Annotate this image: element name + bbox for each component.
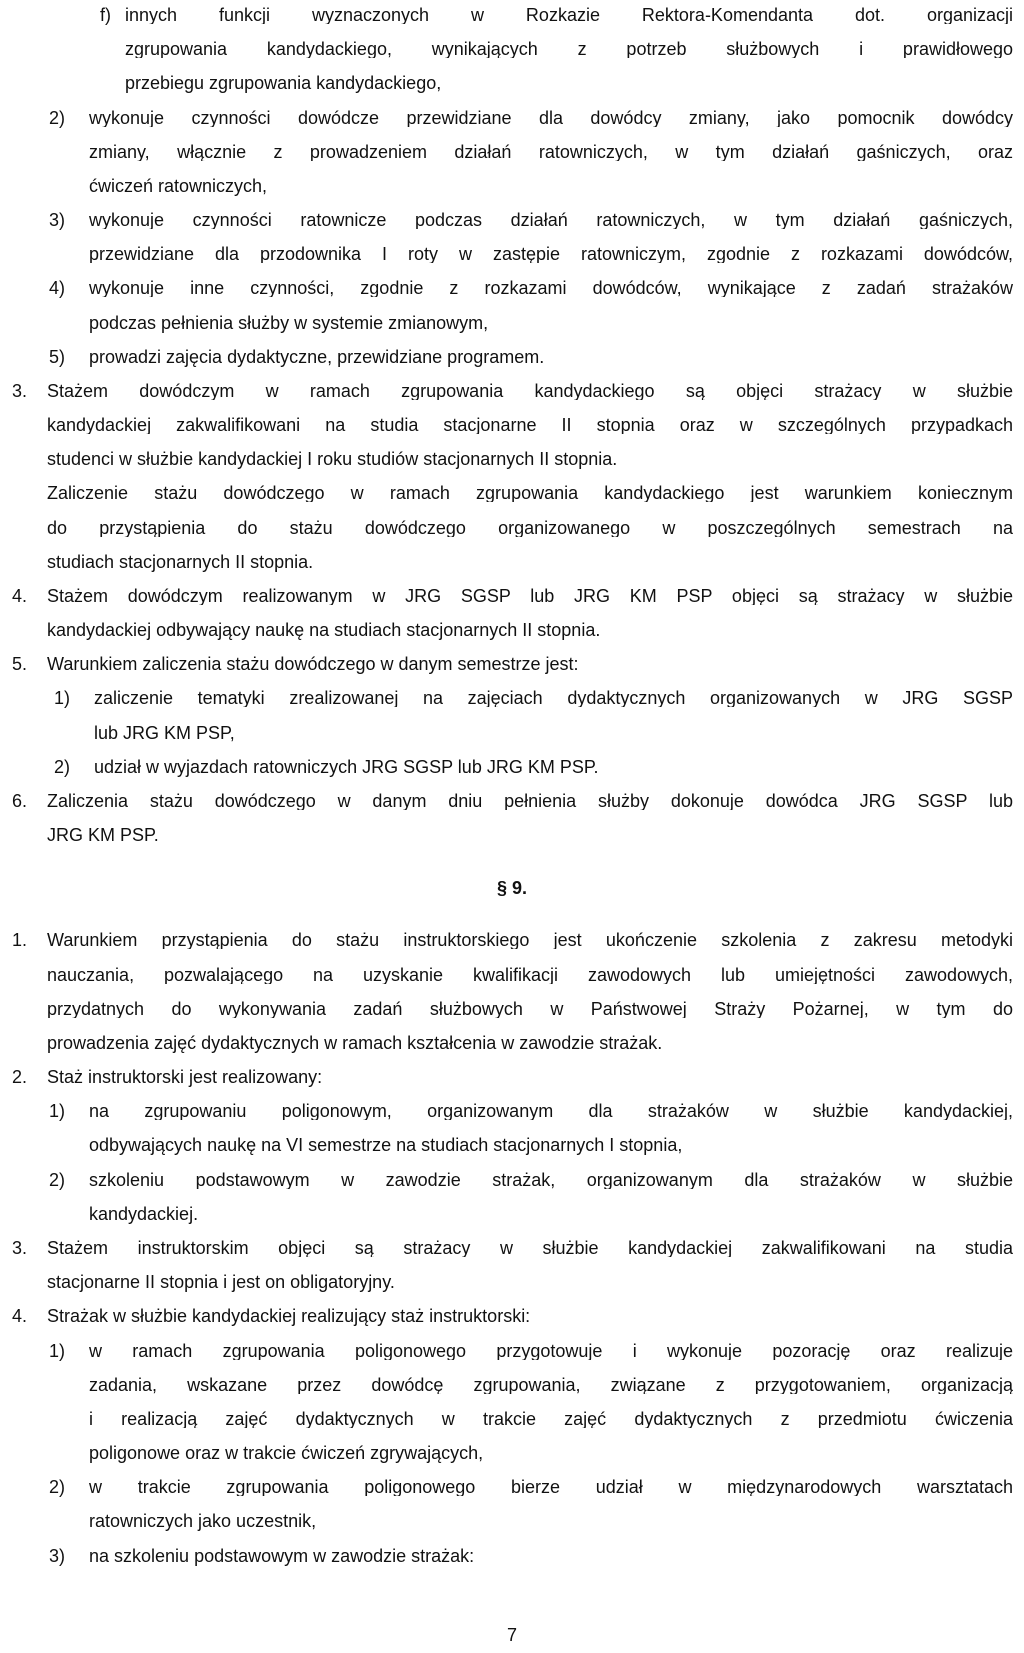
item-marker: 3. bbox=[12, 381, 28, 401]
text-line: Warunkiem zaliczenia stażu dowódczego w danym semestrze jest: bbox=[47, 654, 579, 674]
item-marker: 4. bbox=[12, 586, 28, 606]
text-line: wykonuje czynności dowódcze przewidziane dla dowódcy zmiany, jako pomocnik dowódcy bbox=[89, 109, 1013, 127]
text-line: szkoleniu podstawowym w zawodzie strażak, organizowanym dla strażaków w służbie bbox=[89, 1171, 1013, 1189]
item-marker: 2) bbox=[49, 108, 66, 128]
item-marker: 2) bbox=[49, 1170, 66, 1190]
text-line: w trakcie zgrupowania poligonowego bierze udział w międzynarodowych warsztatach bbox=[89, 1478, 1013, 1496]
item-marker: 5) bbox=[49, 347, 66, 367]
text-line: przewidziane dla przodownika I roty w zastępie ratowniczym, zgodnie z rozkazami dowódców, bbox=[89, 245, 1013, 263]
text-line: lub JRG KM PSP, bbox=[94, 723, 235, 743]
page-number: 7 bbox=[506, 1625, 517, 1645]
text-line: JRG KM PSP. bbox=[47, 825, 159, 845]
item-marker: 4. bbox=[12, 1306, 28, 1326]
item-marker: f) bbox=[100, 5, 111, 25]
text-line: podczas pełnienia służby w systemie zmianowym, bbox=[89, 313, 489, 333]
text-line: Strażak w służbie kandydackiej realizujący staż instruktorski: bbox=[47, 1306, 531, 1326]
text-line: Warunkiem przystąpienia do stażu instruktorskiego jest ukończenie szkolenia z zakresu metodyki bbox=[47, 931, 1013, 949]
text-line: kandydackiej zakwalifikowani na studia stacjonarne II stopnia oraz w szczególnych przypadkach bbox=[47, 416, 1013, 434]
text-line: zadania, wskazane przez dowódcę zgrupowania, związane z przygotowaniem, organizacją bbox=[89, 1376, 1013, 1394]
text-line: Stażem instruktorskim objęci są strażacy w służbie kandydackiej zakwalifikowani na studia bbox=[47, 1239, 1013, 1257]
text-line: prowadzenia zajęć dydaktycznych w ramach kształcenia w zawodzie strażak. bbox=[47, 1033, 663, 1053]
text-line: i realizacją zajęć dydaktycznych w trakcie zajęć dydaktycznych z przedmiotu ćwiczenia bbox=[89, 1410, 1013, 1428]
item-marker: 5. bbox=[12, 654, 28, 674]
item-marker: 1) bbox=[49, 1341, 66, 1361]
text-line: na szkoleniu podstawowym w zawodzie strażak: bbox=[89, 1546, 475, 1566]
text-line: kandydackiej. bbox=[89, 1204, 199, 1224]
text-line: odbywających naukę na VI semestrze na studiach stacjonarnych I stopnia, bbox=[89, 1135, 683, 1155]
text-line: poligonowe oraz w trakcie ćwiczeń zgrywających, bbox=[89, 1443, 484, 1463]
text-line: Stażem dowódczym w ramach zgrupowania kandydackiego są objęci strażacy w służbie bbox=[47, 382, 1013, 400]
text-line: w ramach zgrupowania poligonowego przygotowuje i wykonuje pozorację oraz realizuje bbox=[89, 1342, 1013, 1360]
text-line: Zaliczenia stażu dowódczego w danym dniu pełnienia służby dokonuje dowódca JRG SGSP lub bbox=[47, 792, 1013, 810]
item-marker: 1) bbox=[54, 688, 71, 708]
text-line: ćwiczeń ratowniczych, bbox=[89, 176, 268, 196]
text-line: zmiany, włącznie z prowadzeniem działań ratowniczych, w tym działań gaśniczych, oraz bbox=[89, 143, 1013, 161]
item-marker: 3. bbox=[12, 1238, 28, 1258]
item-marker: 2. bbox=[12, 1067, 28, 1087]
text-line: Staż instruktorski jest realizowany: bbox=[47, 1067, 323, 1087]
item-marker: 2) bbox=[49, 1477, 66, 1497]
text-line: do przystąpienia do stażu dowódczego organizowanego w poszczególnych semestrach na bbox=[47, 519, 1013, 537]
text-line: przebiegu zgrupowania kandydackiego, bbox=[125, 73, 442, 93]
item-marker: 4) bbox=[49, 278, 66, 298]
text-line: Stażem dowódczym realizowanym w JRG SGSP lub JRG KM PSP objęci są strażacy w służbie bbox=[47, 587, 1013, 605]
item-marker: 3) bbox=[49, 210, 66, 230]
text-line: zgrupowania kandydackiego, wynikających z potrzeb służbowych i prawidłowego bbox=[125, 40, 1013, 58]
section-heading: § 9. bbox=[496, 878, 528, 898]
text-line: wykonuje inne czynności, zgodnie z rozkazami dowódców, wynikające z zadań strażaków bbox=[89, 279, 1013, 297]
text-line: innych funkcji wyznaczonych w Rozkazie Rektora-Komendanta dot. organizacji bbox=[125, 6, 1013, 24]
text-line: kandydackiej odbywający naukę na studiach stacjonarnych II stopnia. bbox=[47, 620, 601, 640]
text-line: ratowniczych jako uczestnik, bbox=[89, 1511, 317, 1531]
text-line: studiach stacjonarnych II stopnia. bbox=[47, 552, 314, 572]
text-line: udział w wyjazdach ratowniczych JRG SGSP lub JRG KM PSP. bbox=[94, 757, 599, 777]
item-marker: 1) bbox=[49, 1101, 66, 1121]
item-marker: 2) bbox=[54, 757, 71, 777]
text-line: Zaliczenie stażu dowódczego w ramach zgrupowania kandydackiego jest warunkiem koniecznym bbox=[47, 484, 1013, 502]
text-line: prowadzi zajęcia dydaktyczne, przewidziane programem. bbox=[89, 347, 545, 367]
text-line: studenci w służbie kandydackiej I roku studiów stacjonarnych II stopnia. bbox=[47, 449, 618, 469]
text-line: nauczania, pozwalającego na uzyskanie kwalifikacji zawodowych lub umiejętności zawodowych, bbox=[47, 966, 1013, 984]
text-line: wykonuje czynności ratownicze podczas działań ratowniczych, w tym działań gaśniczych, bbox=[89, 211, 1013, 229]
text-line: zaliczenie tematyki zrealizowanej na zajęciach dydaktycznych organizowanych w JRG SGSP bbox=[94, 689, 1013, 707]
text-line: stacjonarne II stopnia i jest on obligatoryjny. bbox=[47, 1272, 395, 1292]
text-line: na zgrupowaniu poligonowym, organizowanym dla strażaków w służbie kandydackiej, bbox=[89, 1102, 1013, 1120]
item-marker: 3) bbox=[49, 1546, 66, 1566]
item-marker: 1. bbox=[12, 930, 28, 950]
item-marker: 6. bbox=[12, 791, 28, 811]
text-line: przydatnych do wykonywania zadań służbowych w Państwowej Straży Pożarnej, w tym do bbox=[47, 1000, 1013, 1018]
